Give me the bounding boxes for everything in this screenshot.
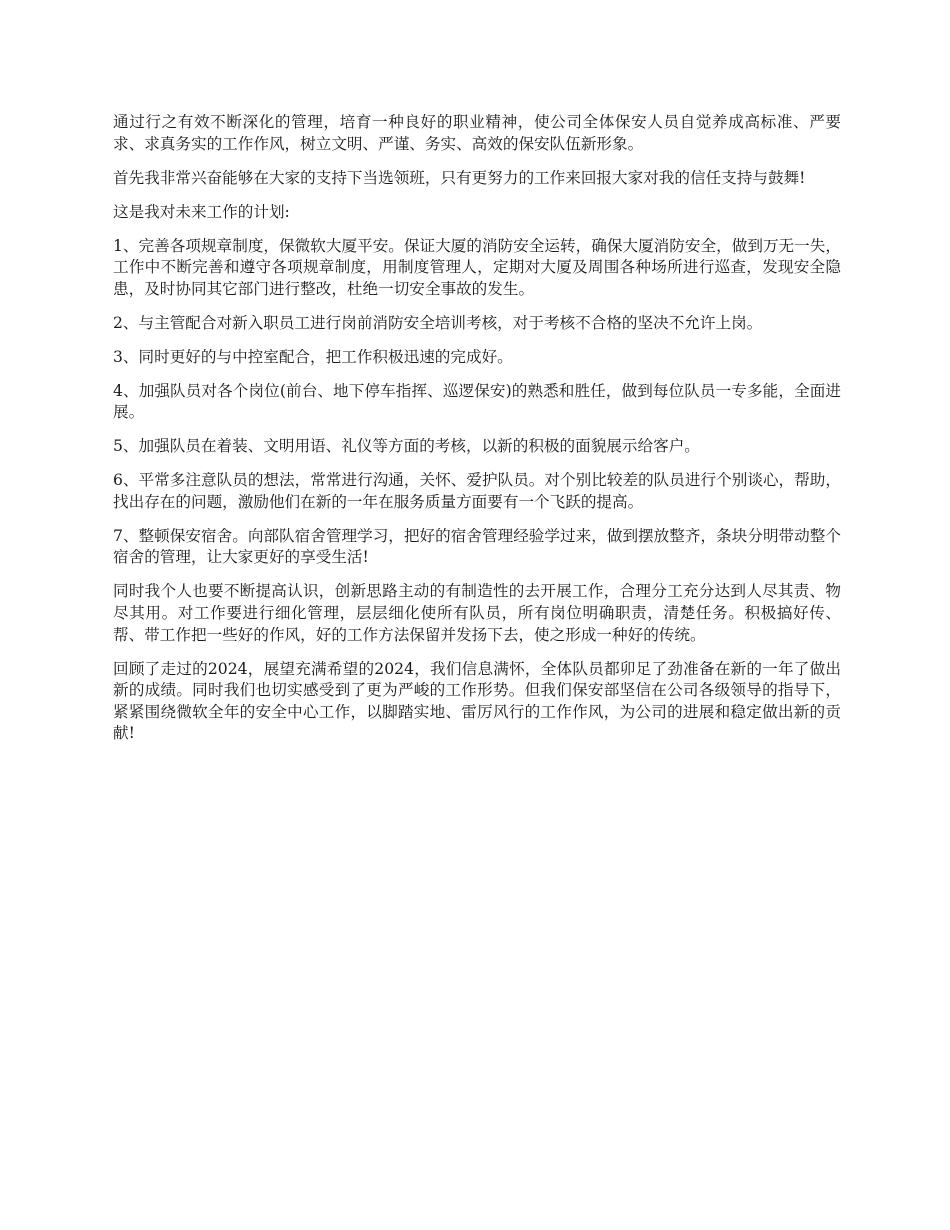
- paragraph-personal: 同时我个人也要不断提高认识，创新思路主动的有制造性的去开展工作，合理分工充分达到人尽其责、物尽其用。对工作要进行细化管理，层层细化使所有队员，所有岗位明确职责，清楚任务。积极搞好传、帮、带工作把一些好的作风，好的工作方法保留并发扬下去，使之形成一种好的传统。: [113, 582, 841, 644]
- paragraph-plan-item-4: 4、加强队员对各个岗位(前台、地下停车指挥、巡逻保安)的熟悉和胜任，做到每位队员一专多能，全面进展。: [113, 381, 841, 422]
- paragraph-plan-item-5: 5、加强队员在着装、文明用语、礼仪等方面的考核，以新的积极的面貌展示给客户。: [113, 437, 700, 456]
- paragraph-intro: 通过行之有效不断深化的管理，培育一种良好的职业精神，使公司全体保安人员自觉养成高标准、严要求、求真务实的工作作风，树立文明、严谨、务实、高效的保安队伍新形象。: [113, 113, 841, 153]
- document-body: [113, 112, 841, 757]
- paragraph-plan-item-6: 6、平常多注意队员的想法，常常进行沟通，关怀、爱护队员。对个别比较差的队员进行个别谈心，帮助，找出存在的问题，激励他们在新的一年在服务质量方面要有一个飞跃的提高。: [113, 471, 841, 511]
- paragraph-thanks: 首先我非常兴奋能够在大家的支持下当选领班，只有更努力的工作来回报大家对我的信任支持与鼓舞!: [113, 168, 806, 187]
- paragraph-plan-item-3: 3、同时更好的与中控室配合，把工作积极迅速的完成好。: [113, 347, 513, 366]
- paragraph-conclusion: 回顾了走过的2024，展望充满希望的2024，我们信息满怀，全体队员都卯足了劲准备在新的一年了做出新的成绩。同时我们也切实感受到了更为严峻的工作形势。但我们保安部坚信在公司各级领导的指导下，紧紧围绕微软全年的安全中心工作，以脚踏实地、雷厉风行的工作作风，为公司的进展和稳定做出新的贡献!: [113, 659, 841, 743]
- paragraph-plan-heading: 这是我对未来工作的计划:: [113, 202, 290, 221]
- paragraph-plan-item-2: 2、与主管配合对新入职员工进行岗前消防安全培训考核，对于考核不合格的坚决不允许上岗。: [113, 313, 763, 332]
- paragraph-plan-item-7: 7、整顿保安宿舍。向部队宿舍管理学习，把好的宿舍管理经验学过来，做到摆放整齐，条块分明带动整个宿舍的管理，让大家更好的享受生活!: [113, 526, 841, 567]
- paragraph-plan-item-1: 1、完善各项规章制度，保微软大厦平安。保证大厦的消防安全运转，确保大厦消防安全，做到万无一失，工作中不断完善和遵守各项规章制度，用制度管理人，定期对大厦及周围各种场所进行巡查，发现安全隐患，及时协同其它部门进行整改，杜绝一切安全事故的发生。: [113, 236, 841, 298]
